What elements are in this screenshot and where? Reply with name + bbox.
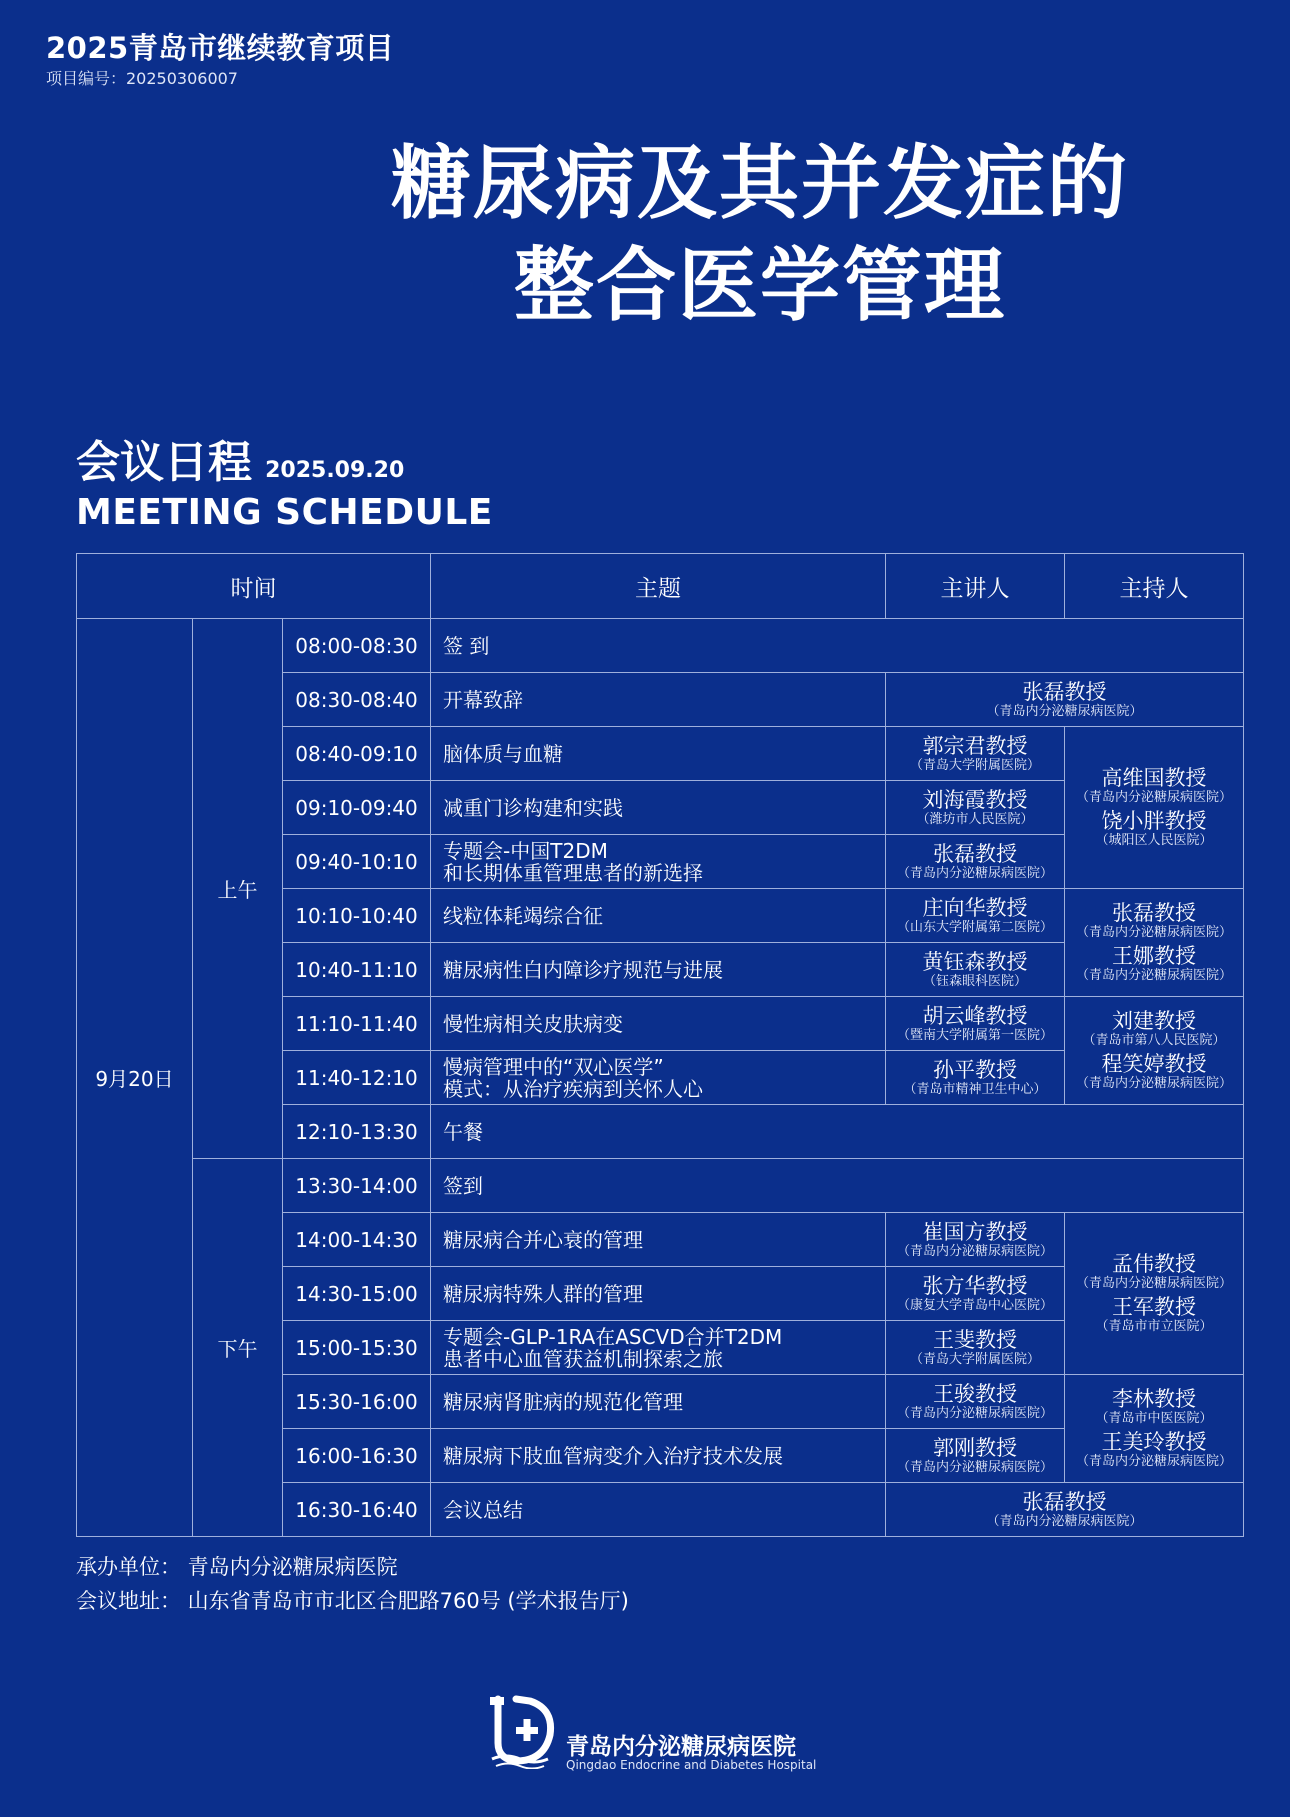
host-org: （青岛市第八人民医院） bbox=[1082, 1033, 1226, 1048]
time-cell: 10:40-11:10 bbox=[283, 943, 431, 997]
topic-cell: 糖尿病下肢血管病变介入治疗技术发展 bbox=[431, 1429, 886, 1483]
speaker-name: 庄向华教授 bbox=[922, 895, 1028, 920]
host-name: 孟伟教授 bbox=[1112, 1252, 1197, 1276]
topic-cell: 慢性病相关皮肤病变 bbox=[431, 997, 886, 1051]
host-cell bbox=[1065, 727, 1244, 889]
host-name: 高维国教授 bbox=[1101, 766, 1207, 790]
speaker-cell bbox=[886, 781, 1065, 835]
host-cell bbox=[1065, 1213, 1244, 1375]
topic-cell bbox=[431, 1051, 886, 1105]
topic-cell: 糖尿病肾脏病的规范化管理 bbox=[431, 1375, 886, 1429]
time-cell: 09:10-09:40 bbox=[283, 781, 431, 835]
speaker-cell bbox=[886, 1267, 1065, 1321]
speaker-org: （潍坊市人民医院） bbox=[916, 811, 1034, 827]
speaker-cell bbox=[886, 1483, 1244, 1537]
speaker-org: （青岛内分泌糖尿病医院） bbox=[897, 865, 1054, 881]
speaker-org: （青岛大学附属医院） bbox=[910, 757, 1041, 773]
host-name: 张磊教授 bbox=[1112, 901, 1197, 925]
speaker-name: 张磊教授 bbox=[1022, 679, 1107, 704]
time-cell: 11:10-11:40 bbox=[283, 997, 431, 1051]
topic-cell: 糖尿病合并心衰的管理 bbox=[431, 1213, 886, 1267]
topic-line: 和长期体重管理患者的新选择 bbox=[443, 860, 704, 885]
topic-cell: 签 到 bbox=[431, 619, 1244, 673]
col-header-host: 主持人 bbox=[1065, 554, 1244, 619]
speaker-cell bbox=[886, 1213, 1065, 1267]
topic-line: 专题会-GLP-1RA在ASCVD合并T2DM bbox=[443, 1324, 783, 1349]
project-code: 项目编号：20250306007 bbox=[46, 69, 238, 88]
speaker-org: （青岛内分泌糖尿病医院） bbox=[897, 1405, 1054, 1421]
speaker-cell bbox=[886, 727, 1065, 781]
speaker-name: 王骏教授 bbox=[933, 1381, 1018, 1406]
schedule-heading bbox=[76, 426, 404, 490]
speaker-cell bbox=[886, 943, 1065, 997]
topic-line: 模式：从治疗疾病到关怀人心 bbox=[443, 1076, 704, 1101]
time-cell: 16:30-16:40 bbox=[283, 1483, 431, 1537]
topic-cell: 签到 bbox=[431, 1159, 1244, 1213]
host-org: （青岛内分泌糖尿病医院） bbox=[1076, 968, 1233, 983]
speaker-org: （青岛内分泌糖尿病医院） bbox=[897, 1243, 1054, 1259]
speaker-name: 张磊教授 bbox=[933, 841, 1018, 866]
speaker-name: 张方华教授 bbox=[922, 1273, 1028, 1298]
time-cell: 15:00-15:30 bbox=[283, 1321, 431, 1375]
time-cell: 13:30-14:00 bbox=[283, 1159, 431, 1213]
time-cell: 10:10-10:40 bbox=[283, 889, 431, 943]
schedule-table bbox=[76, 553, 1244, 1537]
speaker-cell bbox=[886, 673, 1244, 727]
host-org: （青岛内分泌糖尿病医院） bbox=[1076, 1076, 1233, 1091]
host-org: （青岛内分泌糖尿病医院） bbox=[1076, 925, 1233, 940]
main-title-line2: 整合医学管理 bbox=[514, 239, 1006, 332]
main-title-line1: 糖尿病及其并发症的 bbox=[391, 137, 1129, 230]
topic-cell: 开幕致辞 bbox=[431, 673, 886, 727]
topic-cell bbox=[431, 835, 886, 889]
speaker-name: 崔国方教授 bbox=[922, 1219, 1028, 1244]
speaker-cell bbox=[886, 997, 1065, 1051]
speaker-org: （青岛大学附属医院） bbox=[910, 1351, 1041, 1367]
topic-line: 专题会-中国T2DM bbox=[443, 838, 608, 863]
afternoon-cell: 下午 bbox=[193, 1159, 283, 1537]
organizer-line: 承办单位： 青岛内分泌糖尿病医院 bbox=[76, 1555, 398, 1579]
topic-cell: 会议总结 bbox=[431, 1483, 886, 1537]
speaker-org: （山东大学附属第二医院） bbox=[897, 919, 1054, 935]
time-cell: 08:00-08:30 bbox=[283, 619, 431, 673]
speaker-name: 孙平教授 bbox=[933, 1057, 1018, 1082]
speaker-cell bbox=[886, 1321, 1065, 1375]
topic-cell: 线粒体耗竭综合征 bbox=[431, 889, 886, 943]
speaker-cell bbox=[886, 1051, 1065, 1105]
topic-cell: 糖尿病特殊人群的管理 bbox=[431, 1267, 886, 1321]
host-org: （青岛内分泌糖尿病医院） bbox=[1076, 1454, 1233, 1469]
col-header-speaker: 主讲人 bbox=[886, 554, 1065, 619]
col-header-time: 时间 bbox=[77, 554, 431, 619]
address-line: 会议地址： 山东省青岛市市北区合肥路760号 (学术报告厅) bbox=[76, 1589, 629, 1613]
host-name: 王美玲教授 bbox=[1101, 1430, 1207, 1454]
host-org: （城阳区人民医院） bbox=[1095, 833, 1213, 848]
speaker-cell bbox=[886, 889, 1065, 943]
time-cell: 14:00-14:30 bbox=[283, 1213, 431, 1267]
host-org: （青岛市中医医院） bbox=[1095, 1411, 1213, 1426]
topic-cell: 糖尿病性白内障诊疗规范与进展 bbox=[431, 943, 886, 997]
speaker-name: 郭刚教授 bbox=[933, 1435, 1018, 1460]
table-header-row bbox=[77, 554, 1244, 619]
project-title: 2025青岛市继续教育项目 bbox=[46, 31, 395, 65]
host-name: 李林教授 bbox=[1112, 1387, 1197, 1411]
speaker-name: 胡云峰教授 bbox=[922, 1003, 1028, 1028]
speaker-org: （青岛市精神卫生中心） bbox=[903, 1081, 1047, 1097]
host-org: （青岛市市立医院） bbox=[1095, 1319, 1213, 1334]
table-row bbox=[77, 619, 1244, 673]
speaker-name: 黄钰森教授 bbox=[922, 949, 1028, 974]
topic-cell: 脑体质与血糖 bbox=[431, 727, 886, 781]
topic-cell: 午餐 bbox=[431, 1105, 1244, 1159]
schedule-heading-cn: 会议日程 bbox=[76, 437, 252, 488]
speaker-org: （青岛内分泌糖尿病医院） bbox=[897, 1459, 1054, 1475]
hospital-name-cn: 青岛内分泌糖尿病医院 bbox=[566, 1734, 796, 1760]
time-cell: 14:30-15:00 bbox=[283, 1267, 431, 1321]
time-cell: 12:10-13:30 bbox=[283, 1105, 431, 1159]
morning-cell: 上午 bbox=[193, 619, 283, 1159]
speaker-org: （钰森眼科医院） bbox=[923, 973, 1028, 989]
speaker-name: 张磊教授 bbox=[1022, 1489, 1107, 1514]
time-cell: 08:30-08:40 bbox=[283, 673, 431, 727]
speaker-name: 刘海霞教授 bbox=[922, 787, 1028, 812]
speaker-cell bbox=[886, 835, 1065, 889]
time-cell: 09:40-10:10 bbox=[283, 835, 431, 889]
speaker-org: （青岛内分泌糖尿病医院） bbox=[986, 703, 1143, 719]
host-name: 程笑婷教授 bbox=[1101, 1052, 1207, 1076]
host-org: （青岛内分泌糖尿病医院） bbox=[1076, 1276, 1233, 1291]
topic-cell bbox=[431, 1321, 886, 1375]
speaker-org: （康复大学青岛中心医院） bbox=[897, 1297, 1054, 1313]
hospital-logo-icon bbox=[486, 1693, 560, 1769]
host-cell bbox=[1065, 997, 1244, 1105]
host-cell bbox=[1065, 889, 1244, 997]
speaker-org: （暨南大学附属第一医院） bbox=[897, 1027, 1054, 1043]
host-name: 饶小胖教授 bbox=[1101, 809, 1207, 833]
hospital-name-en: Qingdao Endocrine and Diabetes Hospital bbox=[566, 1758, 817, 1772]
topic-cell: 减重门诊构建和实践 bbox=[431, 781, 886, 835]
time-cell: 15:30-16:00 bbox=[283, 1375, 431, 1429]
host-name: 刘建教授 bbox=[1112, 1009, 1197, 1033]
host-name: 王娜教授 bbox=[1112, 944, 1197, 968]
speaker-cell bbox=[886, 1375, 1065, 1429]
schedule-heading-en: MEETING SCHEDULE bbox=[76, 492, 493, 533]
time-cell: 11:40-12:10 bbox=[283, 1051, 431, 1105]
time-cell: 16:00-16:30 bbox=[283, 1429, 431, 1483]
topic-line: 患者中心血管获益机制探索之旅 bbox=[443, 1346, 724, 1371]
topic-line: 慢病管理中的“双心医学” bbox=[443, 1054, 664, 1079]
col-header-topic: 主题 bbox=[431, 554, 886, 619]
speaker-org: （青岛内分泌糖尿病医院） bbox=[986, 1513, 1143, 1529]
speaker-cell bbox=[886, 1429, 1065, 1483]
schedule-date: 2025.09.20 bbox=[265, 458, 405, 483]
table-row bbox=[77, 1159, 1244, 1213]
speaker-name: 王斐教授 bbox=[933, 1327, 1018, 1352]
day-cell: 9月20日 bbox=[77, 619, 193, 1537]
host-cell bbox=[1065, 1375, 1244, 1483]
host-org: （青岛内分泌糖尿病医院） bbox=[1076, 790, 1233, 805]
host-name: 王军教授 bbox=[1112, 1295, 1197, 1319]
time-cell: 08:40-09:10 bbox=[283, 727, 431, 781]
speaker-name: 郭宗君教授 bbox=[922, 733, 1028, 758]
